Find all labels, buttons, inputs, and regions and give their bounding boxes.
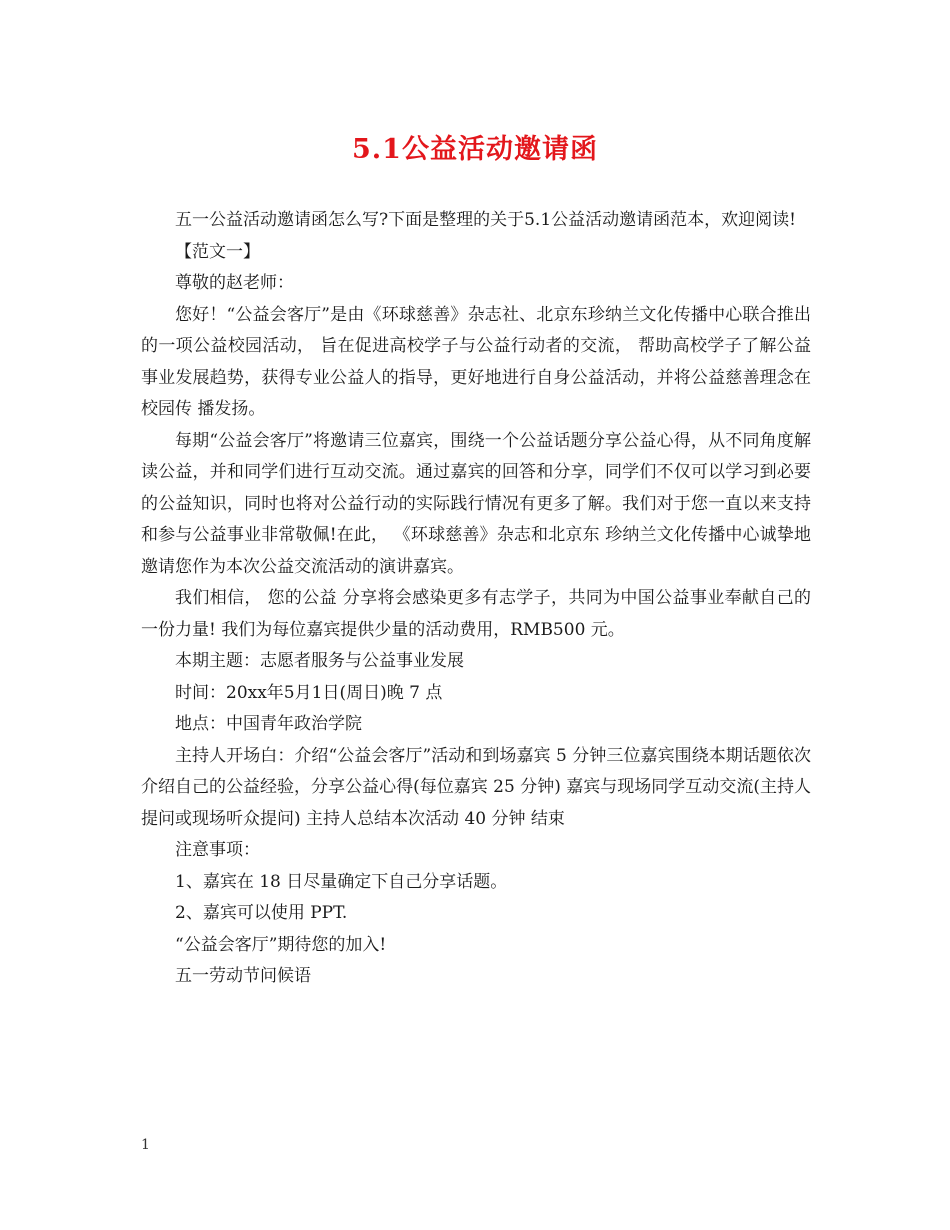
body-paragraph: 您好！“公益会客厅”是由《环球慈善》杂志社、北京东珍纳兰文化传播中心联合推出 的一项公益校园活动， 旨在促进高校学子与公益行动者的交流， 帮助高校学子了解公益事业发展趋势，获得专业公益人的指导，更好地进行自身公益活动，并将公益慈善理念在校园传 播发扬。: [141, 304, 811, 419]
page-number: 1: [141, 1137, 150, 1153]
event-time: 时间：20xx年5月1日(周日)晚 7 点: [175, 682, 443, 703]
event-theme: 本期主题：志愿者服务与公益事业发展: [175, 651, 464, 671]
event-location: 地点：中国青年政治学院: [175, 714, 362, 734]
closing-line: “公益会客厅”期待您的加入!: [175, 934, 387, 955]
body-paragraph: 我们相信， 您的公益 分享将会感染更多有志学子，共同为中国公益事业奉献自己的一份力量! 我们为每位嘉宾提供少量的活动费用，RMB500 元。: [141, 588, 811, 640]
section-heading: 【范文一】: [175, 241, 260, 262]
note-item: 1、嘉宾在 18 日尽量确定下自己分享话题。: [175, 871, 508, 892]
salutation: 尊敬的赵老师：: [175, 273, 294, 293]
note-item: 2、嘉宾可以使用 PPT.: [175, 903, 348, 923]
next-section-heading: 五一劳动节问候语: [175, 966, 311, 986]
event-agenda: 主持人开场白：介绍“公益会客厅”活动和到场嘉宾 5 分钟三位嘉宾围绕本期话题依次介绍自己的公益经验，分享公益心得(每位嘉宾 25 分钟) 嘉宾与现场同学互动交流(主持人提问或现场听众提问) 主持人总结本次活动 40 分钟 结束: [141, 745, 811, 829]
document-body: [141, 205, 811, 993]
body-paragraph: 每期“公益会客厅”将邀请三位嘉宾，围绕一个公益话题分享公益心得，从不同角度解读公益，并和同学们进行互动交流。通过嘉宾的回答和分享，同学们不仅可以学习到必要的公益知识，同时也将对公益行动的实际践行情况有更多了解。我们对于您一直以来支持和参与公益事业非常敬佩!在此， 《环球慈善》杂志和北京东 珍纳兰文化传播中心诚挚地邀请您作为本次公益交流活动的演讲嘉宾。: [141, 430, 811, 577]
notes-heading: 注意事项：: [175, 840, 260, 860]
intro-paragraph: 五一公益活动邀请函怎么写?下面是整理的关于5.1公益活动邀请函范本，欢迎阅读!: [175, 210, 796, 230]
document-title: 5.1公益活动邀请函: [352, 134, 598, 165]
